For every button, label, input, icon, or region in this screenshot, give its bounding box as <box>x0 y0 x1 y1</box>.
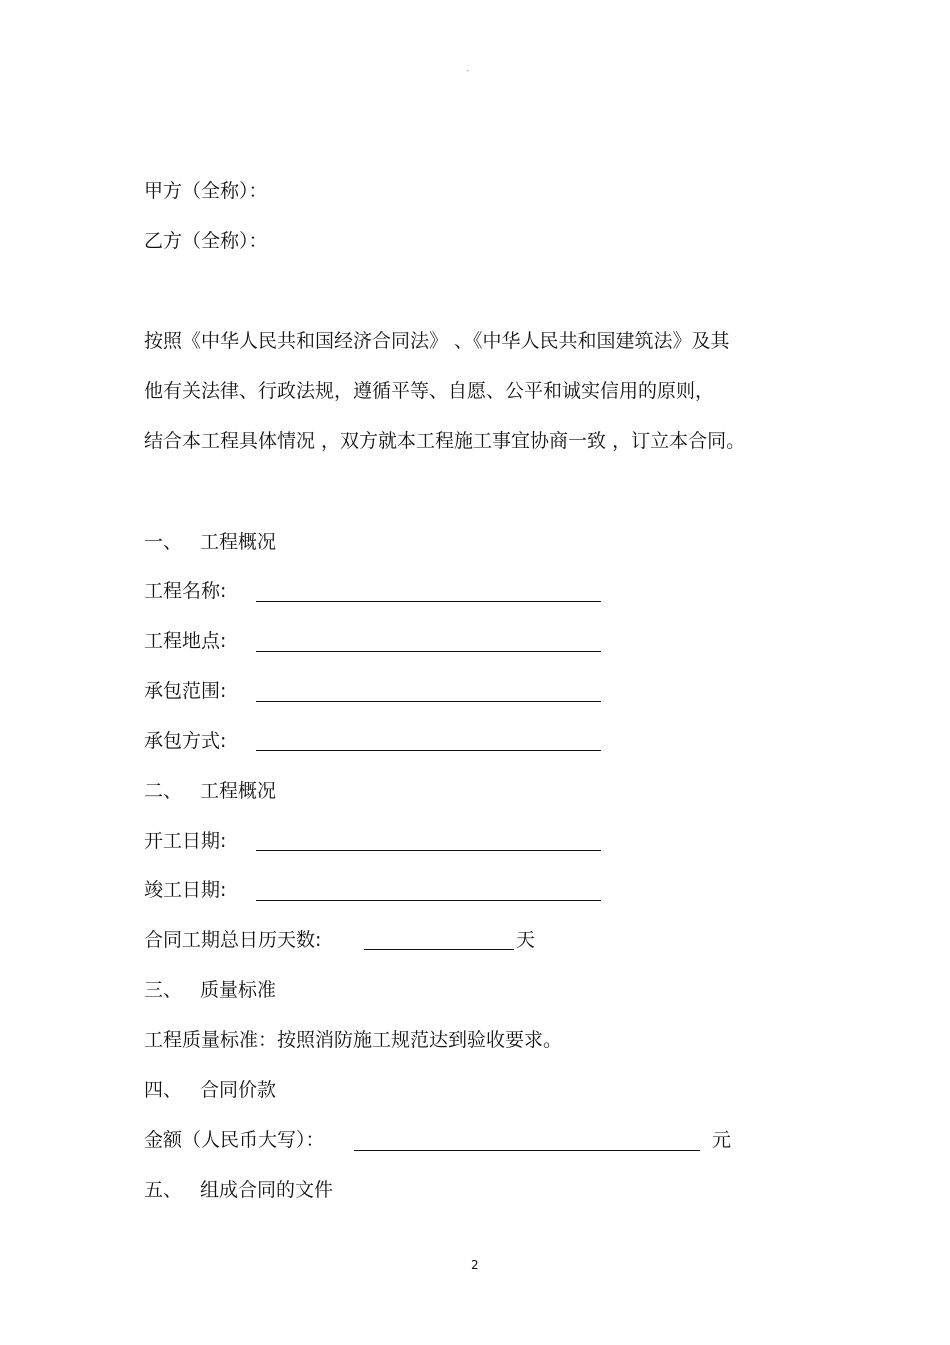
field-total-days-label: 合同工期总日历天数: <box>144 929 322 951</box>
field-start-date <box>144 828 226 854</box>
section-5-heading <box>144 1177 333 1203</box>
section-1-number: 一、 <box>144 531 183 553</box>
field-end-date <box>144 877 226 903</box>
field-contract-method <box>144 728 226 754</box>
project-name-blank[interactable] <box>256 601 601 602</box>
field-project-name-label: 工程名称: <box>144 580 227 602</box>
section-2-heading <box>144 778 276 804</box>
total-days-blank[interactable] <box>364 949 514 950</box>
section-1-heading <box>144 529 276 555</box>
section-4-heading <box>144 1077 276 1103</box>
section-1-title: 工程概况 <box>200 531 277 553</box>
section-2-title: 工程概况 <box>200 780 277 802</box>
preamble-line-1: 按照《中华人民共和国经济合同法》 、《中华人民共和国建筑法》及其 <box>144 330 730 352</box>
contract-scope-blank[interactable] <box>256 701 601 702</box>
section-3-number: 三、 <box>144 979 183 1001</box>
field-amount <box>144 1127 325 1153</box>
party-b-label: 乙方（全称）： <box>144 230 268 252</box>
total-days-unit: 天 <box>516 929 536 951</box>
party-a-line <box>144 178 268 204</box>
page-number: 2 <box>471 1258 479 1272</box>
section-5-title: 组成合同的文件 <box>200 1179 334 1201</box>
amount-unit: 元 <box>712 1129 732 1151</box>
section-5-number: 五、 <box>144 1179 183 1201</box>
party-b-line <box>144 228 268 254</box>
end-date-blank[interactable] <box>256 900 601 901</box>
field-start-date-label: 开工日期: <box>144 830 227 852</box>
start-date-blank[interactable] <box>256 850 601 851</box>
section-4-title: 合同价款 <box>200 1079 277 1101</box>
amount-blank[interactable] <box>354 1150 700 1151</box>
section-4-number: 四、 <box>144 1079 183 1101</box>
field-project-location-label: 工程地点: <box>144 630 227 652</box>
field-amount-label: 金额（人民币大写）： <box>144 1129 325 1151</box>
field-contract-method-label: 承包方式: <box>144 730 227 752</box>
field-end-date-label: 竣工日期: <box>144 879 227 901</box>
field-contract-scope-label: 承包范围: <box>144 680 227 702</box>
header-mark: - <box>466 66 470 76</box>
preamble-line-3: 结合本工程具体情况 ，双方就本工程施工事宜协商一致 ，订立本合同。 <box>144 430 746 452</box>
preamble-line-2: 他有关法律、行政法规，遵循平等、自愿、公平和诚实信用的原则， <box>144 380 715 402</box>
contract-method-blank[interactable] <box>256 750 601 751</box>
project-location-blank[interactable] <box>256 651 601 652</box>
field-project-name <box>144 578 226 604</box>
section-3-title: 质量标准 <box>200 979 277 1001</box>
field-project-location <box>144 628 226 654</box>
quality-standard-text: 工程质量标准：按照消防施工规范达到验收要求。 <box>144 1029 563 1051</box>
field-total-days <box>144 927 321 953</box>
party-a-label: 甲方（全称）： <box>144 180 268 202</box>
section-2-number: 二、 <box>144 780 183 802</box>
field-contract-scope <box>144 678 226 704</box>
section-3-heading <box>144 977 276 1003</box>
